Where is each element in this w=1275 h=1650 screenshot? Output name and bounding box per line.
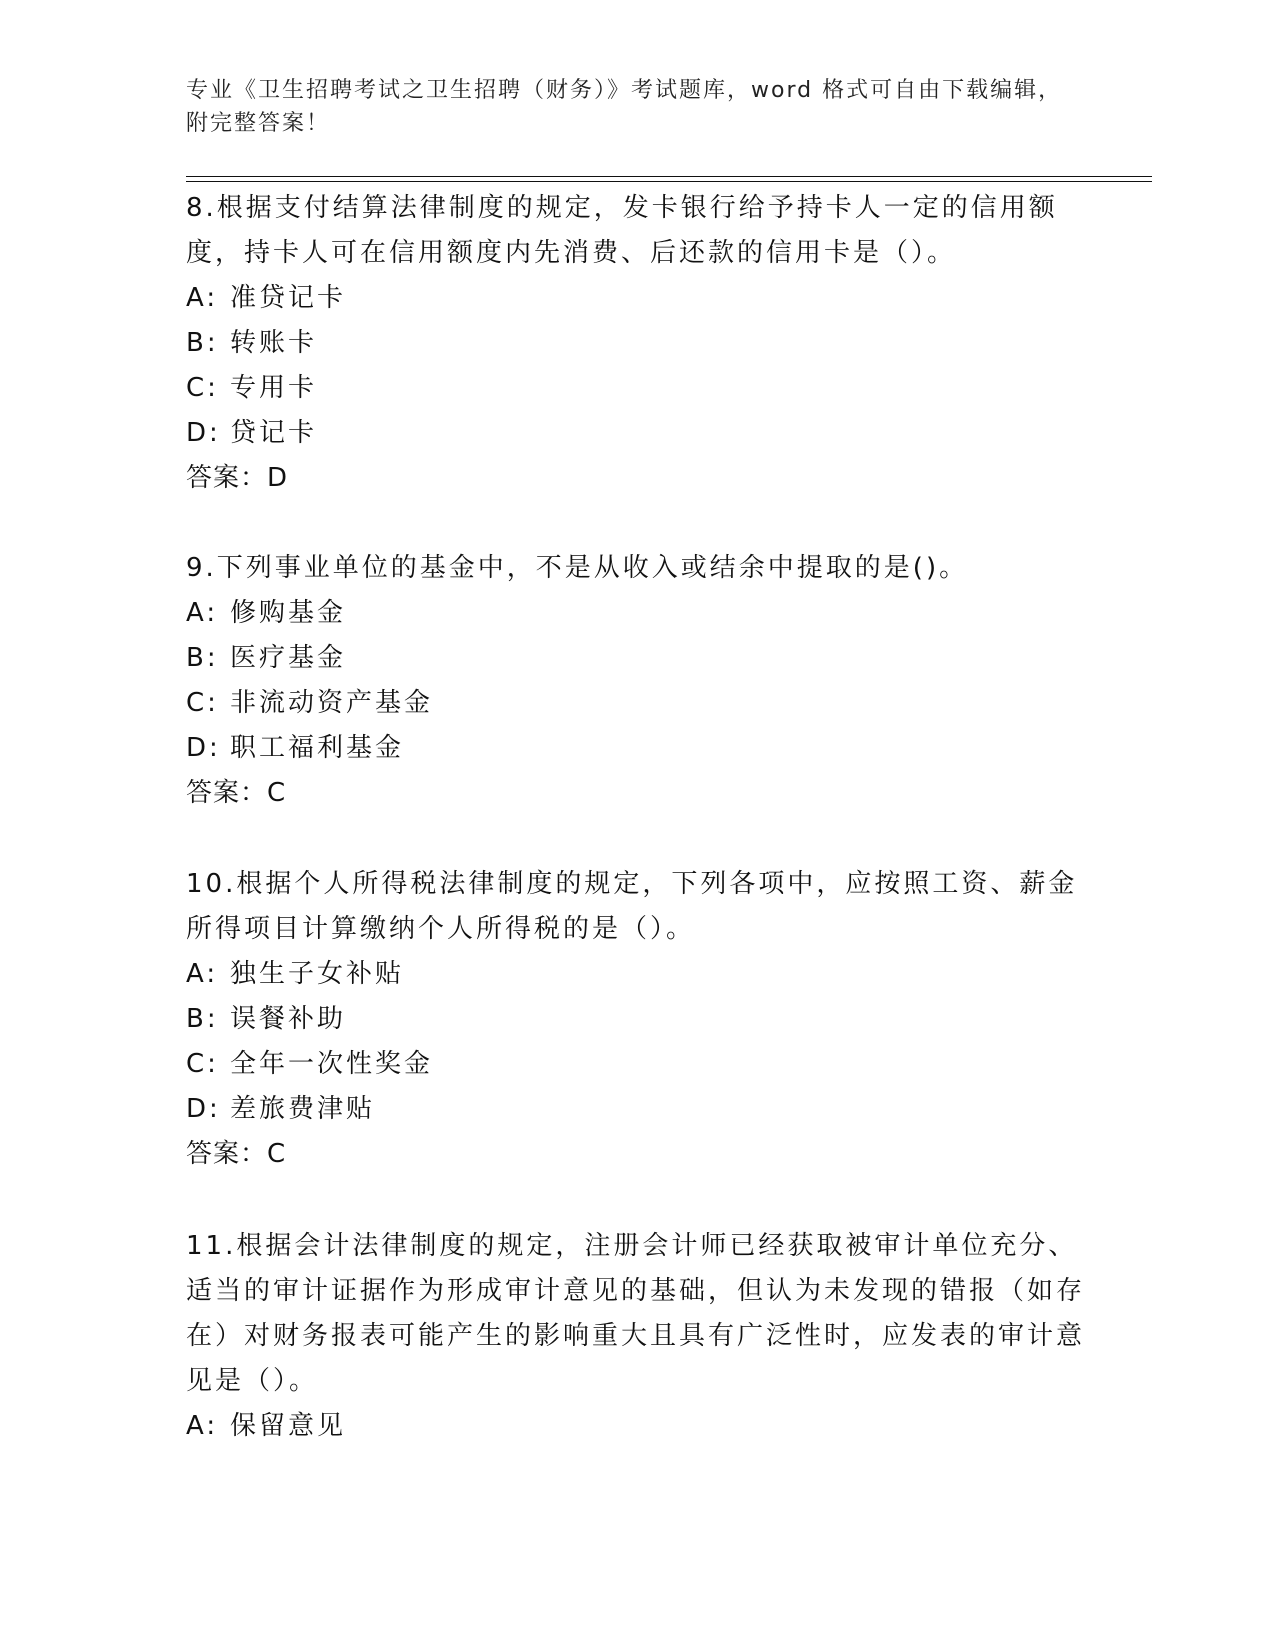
option-a [186,952,1086,997]
option-text: 专用卡 [230,373,318,403]
option-letter: C: [186,1049,219,1079]
option-c [186,681,1086,726]
option-d [186,726,1086,771]
option-text: 全年一次性奖金 [230,1049,434,1079]
option-text: 保留意见 [230,1411,347,1441]
option-d [186,411,1086,456]
option-text: 非流动资产基金 [230,688,434,718]
option-text: 医疗基金 [230,643,347,673]
option-text: 贷记卡 [230,418,318,448]
option-letter: A: [186,283,219,313]
option-a [186,276,1086,321]
option-b [186,321,1086,366]
answer-line: 答案：C [186,778,287,808]
question-10 [186,862,1086,1177]
option-text: 差旅费津贴 [230,1094,376,1124]
option-text: 修购基金 [230,598,347,628]
option-letter: B: [186,1004,219,1034]
option-c [186,366,1086,411]
option-d [186,1087,1086,1132]
header-text: 专业《卫生招聘考试之卫生招聘（财务）》考试题库，word 格式可自由下载编辑，附完整答案！ [186,78,1063,136]
option-letter: A: [186,598,219,628]
option-b [186,997,1086,1042]
option-text: 职工福利基金 [230,733,405,763]
option-letter: B: [186,328,219,358]
option-letter: B: [186,643,219,673]
question-11 [186,1224,1086,1449]
option-text: 准贷记卡 [230,283,347,313]
question-stem: 10.根据个人所得税法律制度的规定，下列各项中，应按照工资、薪金所得项目计算缴纳个人所得税的是（）。 [186,869,1078,944]
option-a [186,591,1086,636]
option-letter: A: [186,959,219,989]
question-stem: 11.根据会计法律制度的规定，注册会计师已经获取被审计单位充分、适当的审计证据作为形成审计意见的基础，但认为未发现的错报（如存在）对财务报表可能产生的影响重大且具有广泛性时，应发表的审计意见是（）。 [186,1231,1086,1396]
option-text: 误餐补助 [230,1004,347,1034]
question-stem: 8.根据支付结算法律制度的规定，发卡银行给予持卡人一定的信用额度，持卡人可在信用额度内先消费、后还款的信用卡是（）。 [186,193,1058,268]
option-letter: D: [186,733,221,763]
option-text: 转账卡 [230,328,318,358]
option-letter: C: [186,373,219,403]
question-8 [186,186,1086,501]
option-letter: C: [186,688,219,718]
answer-line: 答案：C [186,1139,287,1169]
option-b [186,636,1086,681]
option-letter: D: [186,1094,221,1124]
option-letter: D: [186,418,221,448]
answer-line: 答案：D [186,463,289,493]
option-letter: A: [186,1411,219,1441]
question-9 [186,546,1086,816]
question-stem: 9.下列事业单位的基金中，不是从收入或结余中提取的是()。 [186,553,969,583]
option-text: 独生子女补贴 [230,959,405,989]
document-header [186,74,1066,140]
option-a [186,1404,1086,1449]
option-c [186,1042,1086,1087]
header-divider [186,176,1152,182]
